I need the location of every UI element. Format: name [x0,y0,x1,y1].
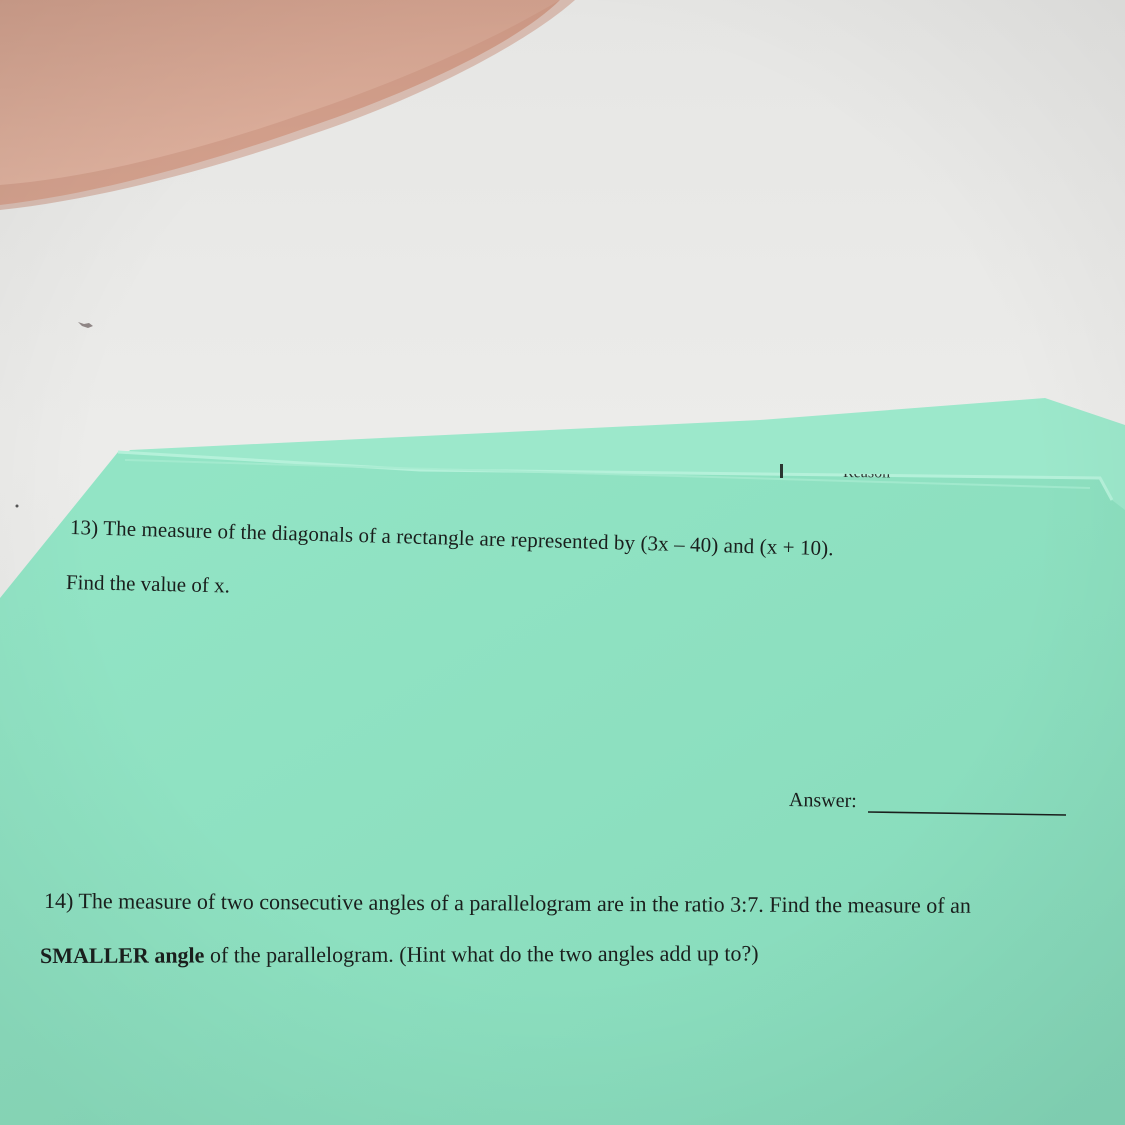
answer-label: Answer: [788,789,857,813]
question-13-line-2: Find the value of x. [65,570,231,598]
question-14-line-2 [40,940,759,969]
question-13-text: The measure of the diagonals of a rectangle are represented by (3x – 40) and (x + 10). [102,515,834,561]
question-13-number: 13) [69,515,99,540]
question-14-line-1: 14) The measure of two consecutive angles of a parallelogram are in the ratio 3:7. Find the measure of an [43,888,971,918]
question-14-rest: of the parallelogram. (Hint what do the two angles add up to?) [204,940,759,968]
question-14-emphasis: SMALLER angle [39,942,205,968]
